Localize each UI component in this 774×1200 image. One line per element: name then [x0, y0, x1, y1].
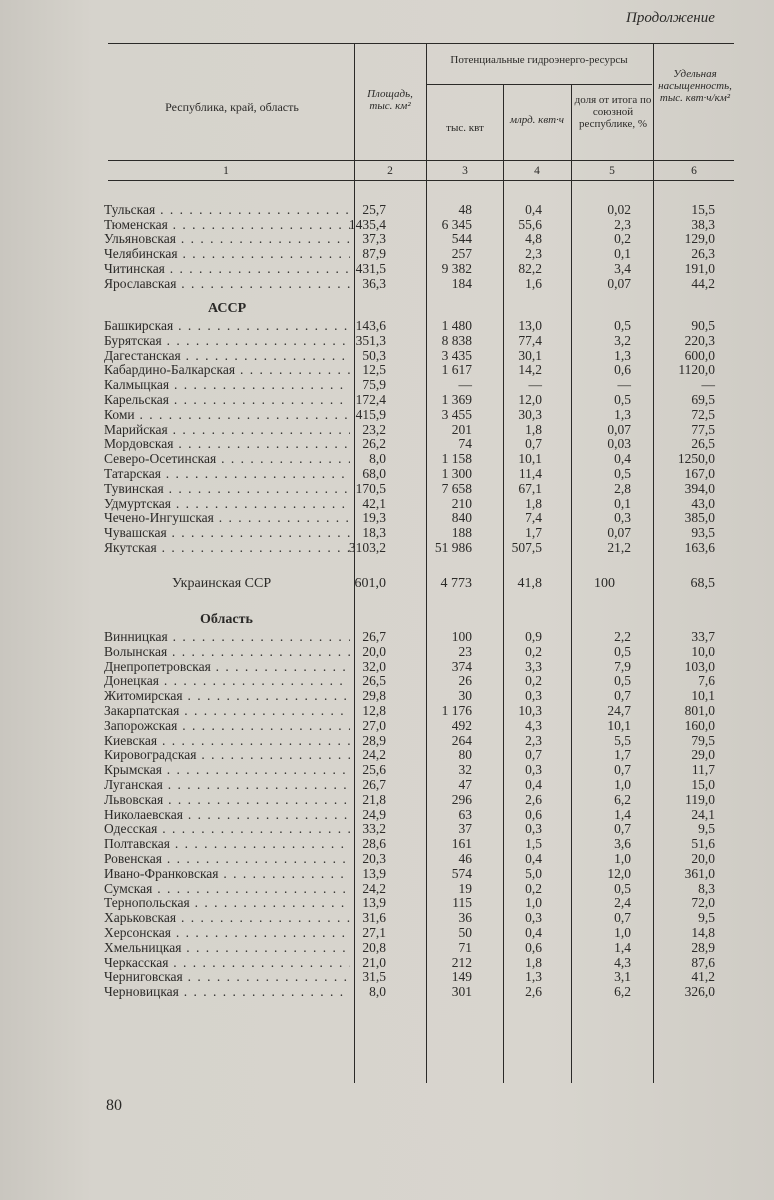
table-row: Ровенская . . . 20,3 46 0,4 1,0 20,0	[0, 852, 774, 866]
section-title-assr: АССР	[208, 301, 247, 316]
table-row: Чувашская . . . 18,3 188 1,7 0,07 93,5	[0, 526, 774, 540]
table-row: Карельская . . . 172,4 1 369 12,0 0,5 69,5	[0, 393, 774, 407]
table-row: Бурятская . . . 351,3 8 838 77,4 3,2 220,3	[0, 334, 774, 348]
table-row: Черкасская . . . 21,0 212 1,8 4,3 87,6	[0, 956, 774, 970]
table-top-rule	[108, 43, 734, 44]
table-row: Хмельницкая . . . 20,8 71 0,6 1,4 28,9	[0, 941, 774, 955]
header-density: Удельная насыщенность, тыс. квт·ч/км²	[658, 68, 732, 104]
table-row: Тувинская . . . 170,5 7 658 67,1 2,8 394,0	[0, 482, 774, 496]
table-row: Читинская . . . 431,5 9 382 82,2 3,4 191,0	[0, 262, 774, 276]
table-row: Черниговская . . . 31,5 149 1,3 3,1 41,2	[0, 970, 774, 984]
table-row: Якутская . . . 3103,2 51 986 507,5 21,2 163,6	[0, 541, 774, 555]
ukraine-total-row: Украинская ССР 601,0 4 773 41,8 100 68,5	[172, 576, 715, 591]
table-row: Сумская . . . 24,2 19 0,2 0,5 8,3	[0, 882, 774, 896]
table-row: Дагестанская . . . 50,3 3 435 30,1 1,3 600,0	[0, 349, 774, 363]
header-area: Площадь, тыс. км²	[367, 88, 413, 112]
header-billion-kwh: млрд. квт·ч	[509, 114, 565, 126]
header-region: Республика, край, область	[165, 100, 299, 114]
table-row: Херсонская . . . 27,1 50 0,4 1,0 14,8	[0, 926, 774, 940]
table-row: Тульская . . . 25,7 48 0,4 0,02 15,5	[0, 203, 774, 217]
table-row: Ивано-Франковская . . . 13,9 574 5,0 12,0 361,0	[0, 867, 774, 881]
table-row: Николаевская . . . 24,9 63 0,6 1,4 24,1	[0, 808, 774, 822]
table-row: Запорожская . . . 27,0 492 4,3 10,1 160,0	[0, 719, 774, 733]
table-row: Коми . . . 415,9 3 455 30,3 1,3 72,5	[0, 408, 774, 422]
table-row: Киевская . . . 28,9 264 2,3 5,5 79,5	[0, 734, 774, 748]
table-row: Тернопольская . . . 13,9 115 1,0 2,4 72,0	[0, 896, 774, 910]
table-row: Северо-Осетинская . . . 8,0 1 158 10,1 0,4 1250,0	[0, 452, 774, 466]
table-row: Ульяновская . . . 37,3 544 4,8 0,2 129,0	[0, 232, 774, 246]
table-row: Днепропетровская . . . 32,0 374 3,3 7,9 103,0	[0, 660, 774, 674]
col-number-4: 4	[534, 165, 540, 177]
table-row: Башкирская . . . 143,6 1 480 13,0 0,5 90,5	[0, 319, 774, 333]
col-number-3: 3	[462, 165, 468, 177]
table-row: Одесская . . . 33,2 37 0,3 0,7 9,5	[0, 822, 774, 836]
section-title-oblast: Область	[200, 612, 253, 627]
table-row: Житомирская . . . 29,8 30 0,3 0,7 10,1	[0, 689, 774, 703]
table-row: Луганская . . . 26,7 47 0,4 1,0 15,0	[0, 778, 774, 792]
table-row: Полтавская . . . 28,6 161 1,5 3,6 51,6	[0, 837, 774, 851]
table-row: Удмуртская . . . 42,1 210 1,8 0,1 43,0	[0, 497, 774, 511]
table-row: Винницкая . . . 26,7 100 0,9 2,2 33,7	[0, 630, 774, 644]
table-row: Чечено-Ингушская . . . 19,3 840 7,4 0,3 385,0	[0, 511, 774, 525]
table-row: Кабардино-Балкарская . . . 12,5 1 617 14,2 0,6 1120,0	[0, 363, 774, 377]
header-thousand-kw: тыс. квт	[446, 122, 484, 134]
col-number-6: 6	[691, 165, 697, 177]
continuation-label: Продолжение	[626, 10, 715, 26]
group-header-rule	[426, 84, 652, 85]
table-row: Калмыцкая . . . 75,9 — — — —	[0, 378, 774, 392]
table-row: Львовская . . . 21,8 296 2,6 6,2 119,0	[0, 793, 774, 807]
table-row: Татарская . . . 68,0 1 300 11,4 0,5 167,0	[0, 467, 774, 481]
table-row: Харьковская . . . 31,6 36 0,3 0,7 9,5	[0, 911, 774, 925]
col-number-5: 5	[609, 165, 615, 177]
table-row: Тюменская . . . 1435,4 6 345 55,6 2,3 38,3	[0, 218, 774, 232]
table-row: Кировоградская . . . 24,2 80 0,7 1,7 29,0	[0, 748, 774, 762]
col-number-2: 2	[387, 165, 393, 177]
table-row: Черновицкая . . . 8,0 301 2,6 6,2 326,0	[0, 985, 774, 999]
table-row: Мордовская . . . 26,2 74 0,7 0,03 26,5	[0, 437, 774, 451]
table-row: Челябинская . . . 87,9 257 2,3 0,1 26,3	[0, 247, 774, 261]
header-bottom-rule	[108, 160, 734, 161]
table-row: Марийская . . . 23,2 201 1,8 0,07 77,5	[0, 423, 774, 437]
table-row: Закарпатская . . . 12,8 1 176 10,3 24,7 801,0	[0, 704, 774, 718]
numbers-bottom-rule	[108, 180, 734, 181]
table-row: Донецкая . . . 26,5 26 0,2 0,5 7,6	[0, 674, 774, 688]
header-share: доля от итога по союзной республике, %	[574, 94, 652, 130]
ukraine-name: Украинская ССР	[172, 576, 272, 591]
page-number: 80	[106, 1097, 122, 1114]
header-potential: Потенциальные гидроэнерго-ресурсы	[450, 54, 628, 66]
col-number-1: 1	[223, 165, 229, 177]
table-row: Ярославская . . . 36,3 184 1,6 0,07 44,2	[0, 277, 774, 291]
table-row: Волынская . . . 20,0 23 0,2 0,5 10,0	[0, 645, 774, 659]
table-row: Крымская . . . 25,6 32 0,3 0,7 11,7	[0, 763, 774, 777]
